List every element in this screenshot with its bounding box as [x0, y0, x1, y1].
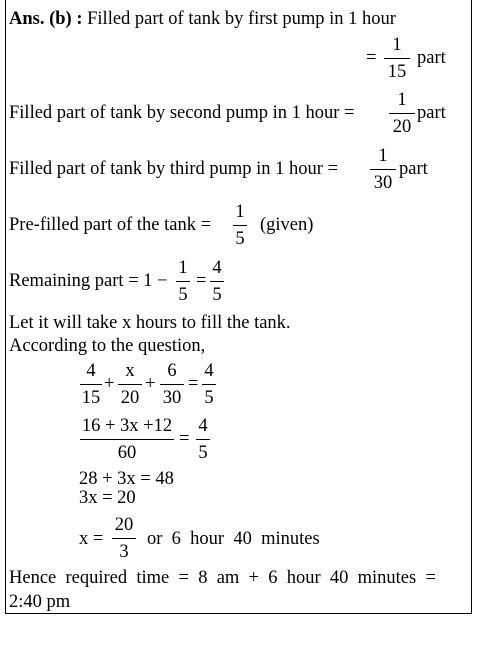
given-label: (given) [260, 215, 314, 235]
f4-bar [233, 225, 247, 226]
eq1-c-bar [160, 384, 184, 385]
f5a-denominator: 5 [178, 285, 188, 305]
eq1-equals: = [188, 374, 199, 394]
line4-text: Pre-filled part of the tank = [9, 215, 212, 235]
f4-denominator: 5 [235, 229, 245, 249]
f4-numerator: 1 [235, 202, 245, 222]
eq1-r-denominator: 5 [204, 388, 214, 408]
eq1-a-denominator: 15 [81, 388, 101, 408]
eq5-denominator: 3 [119, 542, 129, 562]
eq1-b-bar [118, 384, 142, 385]
line6-text: Let it will take x hours to fill the tank. [9, 313, 291, 333]
f2-part: part [417, 103, 446, 123]
f1-numerator: 1 [392, 35, 402, 55]
eq2-l-bar [80, 439, 174, 440]
eq1-c-numerator: 6 [167, 361, 177, 381]
eq2-r-denominator: 5 [198, 443, 208, 463]
line3-text: Filled part of tank by third pump in 1 hour = [9, 159, 339, 179]
f2-numerator: 1 [397, 90, 407, 110]
final-line-1: Hence required time = 8 am + 6 hour 40 minutes = [9, 568, 436, 588]
f1-denominator: 15 [387, 62, 407, 82]
answer-label: Ans. (b) : [9, 9, 83, 29]
eq5-rhs: or 6 hour 40 minutes [147, 529, 320, 549]
eq1-plus-2: + [145, 374, 156, 394]
eq2-r-numerator: 4 [198, 416, 208, 436]
f3-bar [370, 169, 396, 170]
f2-bar [389, 113, 415, 114]
eq5-numerator: 20 [114, 515, 134, 535]
eq1-plus-1: + [104, 374, 115, 394]
eq1-c-denominator: 30 [162, 388, 182, 408]
line2-text: Filled part of tank by second pump in 1 hour = [9, 103, 355, 123]
final-line-2: 2:40 pm [9, 592, 71, 612]
eq1-a-bar [80, 384, 102, 385]
f5b-numerator: 4 [212, 258, 222, 278]
line7-text: According to the question, [9, 336, 206, 356]
f5a-numerator: 1 [178, 258, 188, 278]
eq1-b-denominator: 20 [120, 388, 140, 408]
f1-part: part [417, 48, 446, 68]
f5b-bar [210, 281, 224, 282]
eq1-a-numerator: 4 [86, 361, 96, 381]
line5-equals: = [196, 271, 207, 291]
f5b-denominator: 5 [212, 285, 222, 305]
line1-equals: = [366, 48, 377, 68]
eq1-r-numerator: 4 [204, 361, 214, 381]
eq5-lhs: x = [79, 529, 104, 549]
eq4-text: 3x = 20 [79, 488, 136, 508]
line1-text: Filled part of tank by first pump in 1 hour [87, 9, 396, 29]
line5-text: Remaining part = 1 − [9, 271, 168, 291]
eq2-l-numerator: 16 + 3x +12 [81, 416, 173, 436]
f3-part: part [399, 159, 428, 179]
f2-denominator: 20 [392, 117, 412, 137]
answer-heading [9, 10, 396, 29]
eq2-r-bar [196, 439, 210, 440]
eq1-r-bar [202, 384, 216, 385]
eq3-text: 28 + 3x = 48 [79, 469, 174, 489]
f3-numerator: 1 [378, 146, 388, 166]
eq1-b-numerator: x [125, 361, 135, 381]
eq5-bar [112, 538, 136, 539]
f5a-bar [176, 281, 190, 282]
f3-denominator: 30 [373, 173, 393, 193]
eq2-equals: = [179, 429, 190, 449]
f1-bar [384, 58, 410, 59]
eq2-l-denominator: 60 [117, 443, 137, 463]
